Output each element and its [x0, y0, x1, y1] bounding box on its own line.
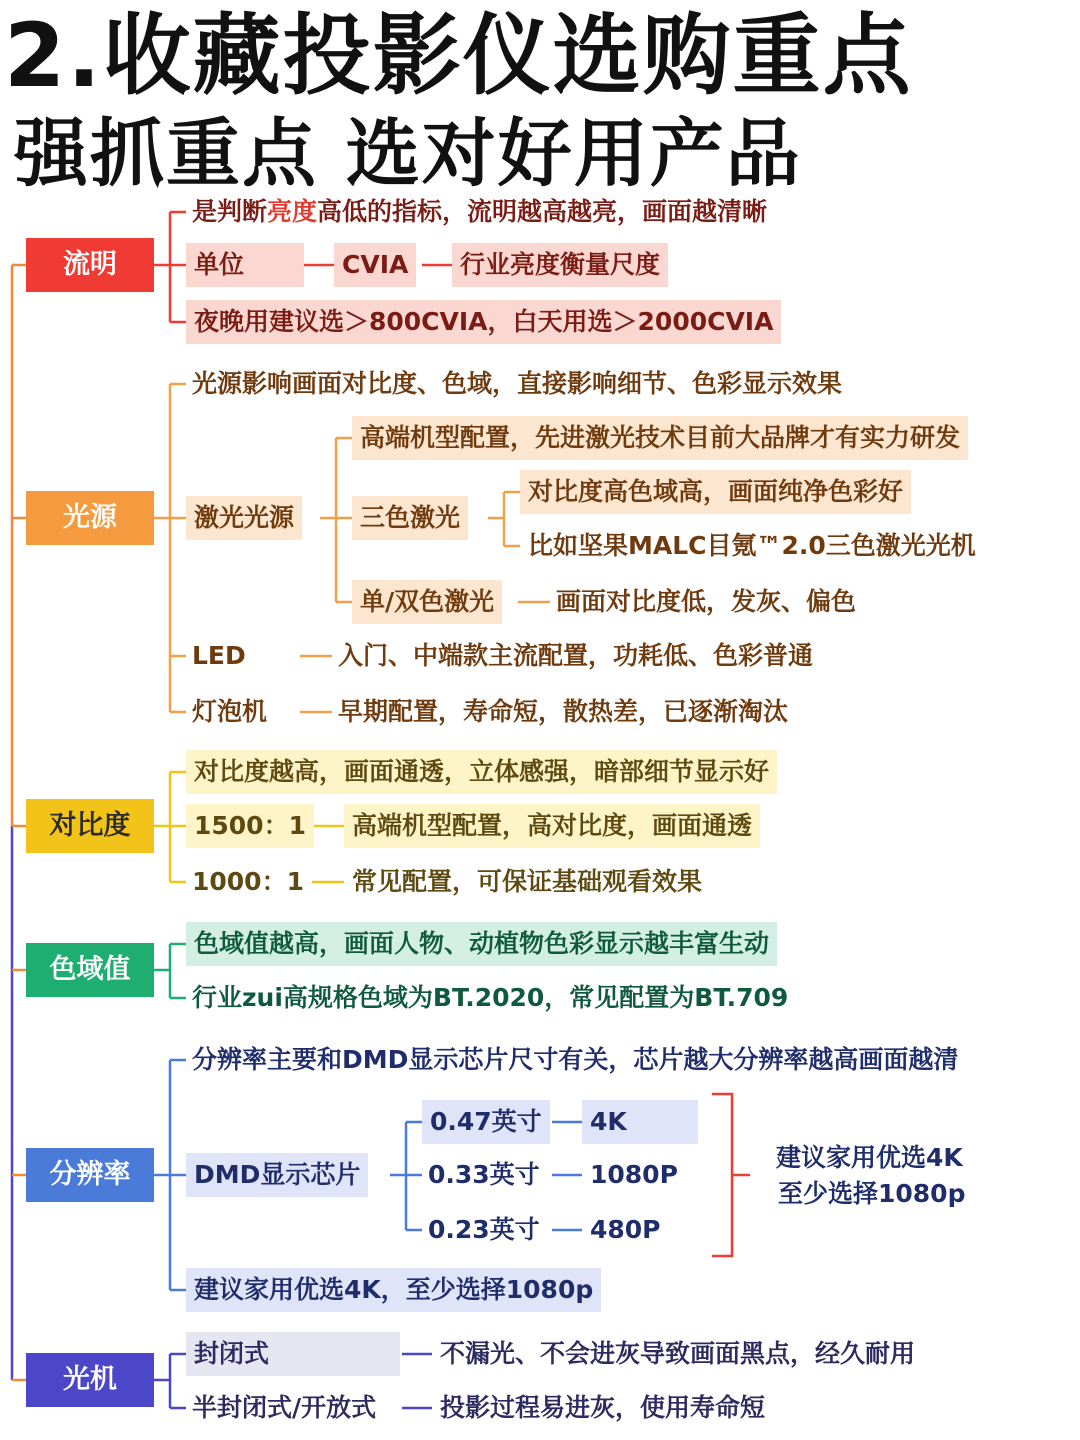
liuming-unit-value: CVIA: [334, 243, 416, 287]
liuming-desc-highlight: 亮度: [267, 197, 318, 226]
chip-res-4k: 4K: [582, 1100, 698, 1144]
bracket-note-line-2: 至少选择1080p: [778, 1179, 966, 1208]
single-dual-laser-desc: 画面对比度低，发灰、偏色: [556, 587, 857, 616]
fenbianlv-advice: 建议家用优选4K，至少选择1080p: [186, 1268, 601, 1312]
closed-type-desc: 不漏光、不会进灰导致画面黑点，经久耐用: [440, 1339, 916, 1368]
liuming-unit-label: 单位: [186, 243, 304, 287]
bulb-desc: 早期配置，寿命短，散热差，已逐渐淘汰: [338, 697, 789, 726]
category-liuming: 流明: [26, 238, 154, 292]
seyu-description: 色域值越高，画面人物、动植物色彩显示越丰富生动: [186, 922, 777, 966]
page-subtitle: 强抓重点 选对好用产品: [14, 111, 802, 197]
category-guangji: 光机: [26, 1353, 154, 1407]
chip-res-1080p: 1080P: [590, 1160, 678, 1189]
semi-open-type-label: 半封闭式/开放式: [192, 1393, 377, 1422]
category-seyu: 色域值: [26, 943, 154, 997]
chip-size-047: 0.47英寸: [422, 1100, 550, 1144]
page-title: 2.收藏投影仪选购重点: [4, 4, 913, 107]
chip-size-033: 0.33英寸: [428, 1160, 540, 1189]
laser-high-end-desc: 高端机型配置，先进激光技术目前大品牌才有实力研发: [352, 416, 968, 460]
liuming-advice: 夜晚用建议选＞800CVIA，白天用选＞2000CVIA: [186, 300, 781, 344]
ratio-1500-label: 1500：1: [186, 804, 314, 848]
tri-color-laser-item-1: 对比度高色域高，画面纯净色彩好: [520, 470, 911, 514]
laser-source-label: 激光光源: [186, 496, 302, 540]
dmd-chip-label: DMD显示芯片: [186, 1153, 368, 1197]
tri-color-laser-label: 三色激光: [352, 496, 468, 540]
duibidu-description: 对比度越高，画面通透，立体感强，暗部细节显示好: [186, 750, 777, 794]
seyu-standard: 行业zui高规格色域为BT.2020，常见配置为BT.709: [192, 983, 789, 1012]
liuming-desc-post: 高低的指标，流明越高越亮，画面越清晰: [317, 197, 768, 226]
single-dual-laser-label: 单/双色激光: [352, 580, 502, 624]
guangyuan-description: 光源影响画面对比度、色域，直接影响细节、色彩显示效果: [192, 369, 843, 398]
liuming-unit-desc: 行业亮度衡量尺度: [452, 243, 668, 287]
closed-type-label: 封闭式: [186, 1332, 400, 1376]
led-label: LED: [192, 641, 246, 670]
bulb-label: 灯泡机: [192, 697, 268, 726]
ratio-1500-desc: 高端机型配置，高对比度，画面通透: [344, 804, 760, 848]
chip-res-480p: 480P: [590, 1215, 661, 1244]
category-fenbianlv: 分辨率: [26, 1148, 154, 1202]
liuming-description: [192, 190, 767, 234]
semi-open-type-desc: 投影过程易进灰，使用寿命短: [440, 1393, 766, 1422]
category-guangyuan: 光源: [26, 491, 154, 545]
tri-color-laser-item-2: 比如坚果MALC目氪™2.0三色激光光机: [528, 531, 976, 560]
ratio-1000-label: 1000：1: [192, 867, 304, 896]
liuming-desc-pre: 是判断: [192, 197, 268, 226]
fenbianlv-description: 分辨率主要和DMD显示芯片尺寸有关，芯片越大分辨率越高画面越清: [192, 1045, 959, 1074]
ratio-1000-desc: 常见配置，可保证基础观看效果: [352, 867, 703, 896]
category-duibidu: 对比度: [26, 799, 154, 853]
chip-size-023: 0.23英寸: [428, 1215, 540, 1244]
bracket-note-line-1: 建议家用优选4K: [776, 1143, 963, 1172]
led-desc: 入门、中端款主流配置，功耗低、色彩普通: [338, 641, 814, 670]
